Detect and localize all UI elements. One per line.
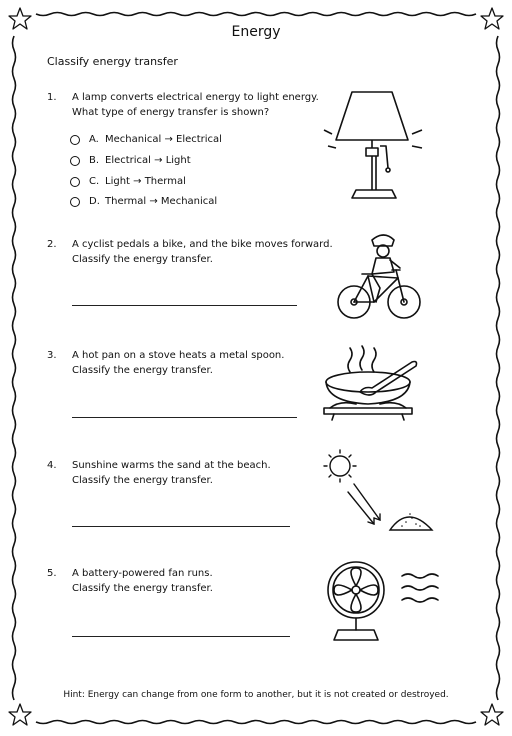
- option-label: Thermal → Mechanical: [105, 196, 218, 207]
- radio-button[interactable]: [70, 135, 80, 145]
- question-text-line2: Classify the energy transfer.: [72, 254, 213, 265]
- question-text-line1: Sunshine warms the sand at the beach.: [72, 460, 271, 471]
- option-a[interactable]: [70, 133, 222, 147]
- wavy-border-line: [36, 13, 476, 16]
- wavy-border-line: [497, 36, 500, 700]
- question-text-line1: A hot pan on a stove heats a metal spoon.: [72, 350, 285, 361]
- section-subtitle: Classify energy transfer: [47, 55, 178, 68]
- option-d[interactable]: [70, 195, 217, 209]
- wavy-border-line: [36, 721, 476, 724]
- option-label: Mechanical → Electrical: [105, 134, 222, 145]
- cyclist-icon: [332, 226, 427, 324]
- fan-icon: [326, 554, 446, 644]
- answer-line[interactable]: [72, 526, 290, 527]
- option-letter: C.: [89, 176, 100, 187]
- question-text-line2: Classify the energy transfer.: [72, 583, 213, 594]
- answer-line[interactable]: [72, 417, 297, 418]
- page-title: Energy: [231, 24, 281, 40]
- question-text-line1: A lamp converts electrical energy to light energy.: [72, 92, 319, 103]
- question-text-line2: What type of energy transfer is shown?: [72, 107, 270, 118]
- lamp-icon: [320, 86, 430, 206]
- answer-line[interactable]: [72, 636, 290, 637]
- answer-line[interactable]: [72, 305, 297, 306]
- sun-sand-icon: [316, 448, 436, 538]
- hot-pan-icon: [320, 342, 430, 428]
- option-letter: D.: [89, 196, 100, 207]
- question-number: 2.: [47, 239, 57, 250]
- question-number: 1.: [47, 92, 57, 103]
- option-label: Light → Thermal: [105, 176, 186, 187]
- radio-button[interactable]: [70, 197, 80, 207]
- star-icon: [481, 704, 503, 725]
- hint-text: Hint: Energy can change from one form to another, but it is not created or destroyed.: [63, 690, 449, 700]
- question-text-line2: Classify the energy transfer.: [72, 365, 213, 376]
- question-number: 4.: [47, 460, 57, 471]
- question-text-line2: Classify the energy transfer.: [72, 475, 213, 486]
- option-c[interactable]: [70, 175, 186, 189]
- radio-button[interactable]: [70, 177, 80, 187]
- option-letter: B.: [89, 155, 100, 166]
- question-number: 5.: [47, 568, 57, 579]
- question-number: 3.: [47, 350, 57, 361]
- option-label: Electrical → Light: [105, 155, 191, 166]
- option-b[interactable]: [70, 154, 191, 168]
- option-letter: A.: [89, 134, 99, 145]
- wavy-border-line: [13, 36, 16, 700]
- question-text-line1: A cyclist pedals a bike, and the bike moves forward.: [72, 239, 333, 250]
- star-icon: [9, 704, 31, 725]
- radio-button[interactable]: [70, 156, 80, 166]
- question-text-line1: A battery-powered fan runs.: [72, 568, 213, 579]
